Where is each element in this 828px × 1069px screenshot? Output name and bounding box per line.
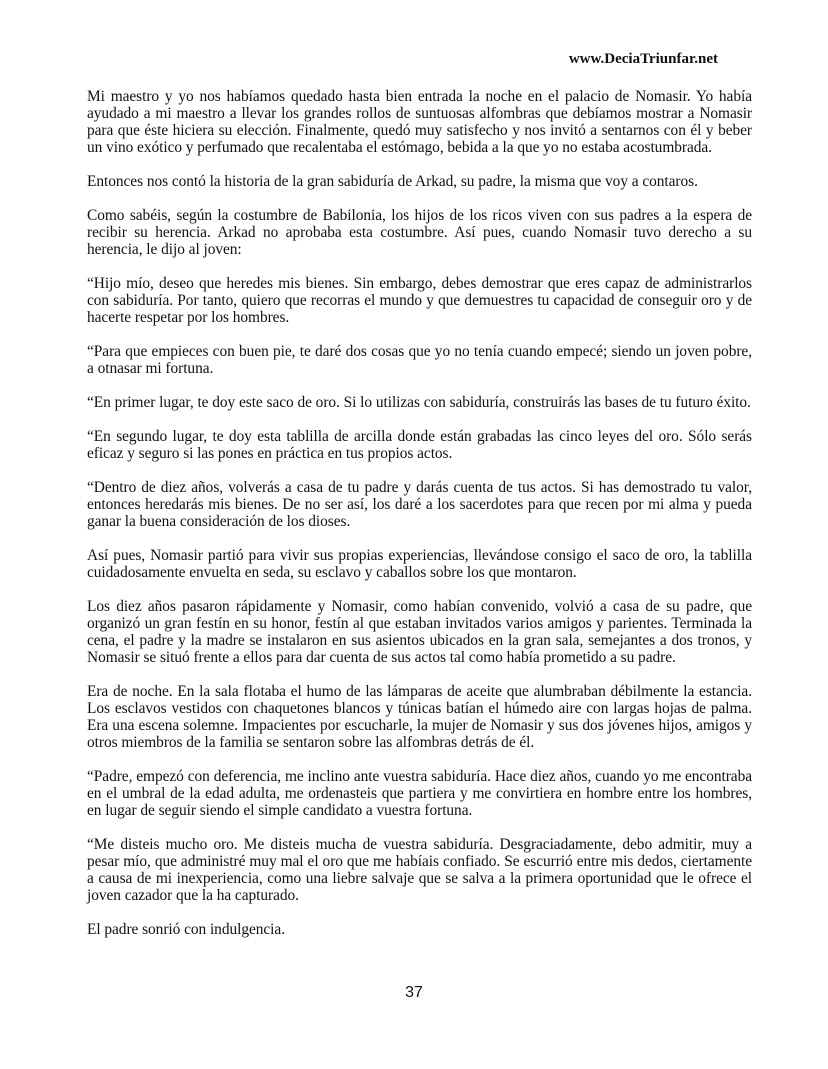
page-number: 37 — [405, 984, 423, 1001]
paragraph: “En segundo lugar, te doy esta tablilla de arcilla donde están grabadas las cinco leyes del oro. Sólo serás eficaz y seguro si las pones en práctica en tus propios actos. — [87, 428, 752, 462]
paragraph: “Padre, empezó con deferencia, me inclino ante vuestra sabiduría. Hace diez años, cuando yo me encontraba en el umbral de la edad adulta, me ordenasteis que partiera y me convirtiera en hombre entre los hombres, en lugar de seguir siendo el simple candidato a vuestra fortuna. — [87, 768, 752, 819]
paragraph: “Hijo mío, deseo que heredes mis bienes. Sin embargo, debes demostrar que eres capaz de administrarlos con sabiduría. Por tanto, quiero que recorras el mundo y que demuestres tu capacidad de conseguir oro y de hacerte respetar por los hombres. — [87, 275, 752, 326]
page-body — [87, 88, 752, 955]
paragraph: Como sabéis, según la costumbre de Babilonia, los hijos de los ricos viven con sus padres a la espera de recibir su herencia. Arkad no aprobaba esta costumbre. Así pues, cuando Nomasir tuvo derecho a su herencia, le dijo al joven: — [87, 207, 752, 258]
site-url: www.DeciaTriunfar.net — [568, 51, 718, 67]
paragraph: Era de noche. En la sala flotaba el humo de las lámparas de aceite que alumbraban débilmente la estancia. Los esclavos vestidos con chaquetones blancos y túnicas batían el húmedo aire con largas hojas de palma. Era una escena solemne. Impacientes por escucharle, la mujer de Nomasir y sus dos jóvenes hijos, amigos y otros miembros de la familia se sentaron sobre las alfombras detrás de él. — [87, 683, 752, 751]
paragraph: Los diez años pasaron rápidamente y Nomasir, como habían convenido, volvió a casa de su padre, que organizó un gran festín en su honor, festín al que estaban invitados varios amigos y parientes. Terminada la cena, el padre y la madre se instalaron en sus asientos ubicados en la gran sala, semejantes a dos tronos, y Nomasir se situó frente a ellos para dar cuenta de sus actos tal como había prometido a su padre. — [87, 598, 752, 666]
paragraph: Entonces nos contó la historia de la gran sabiduría de Arkad, su padre, la misma que voy a contaros. — [87, 173, 698, 190]
paragraph: “Me disteis mucho oro. Me disteis mucha de vuestra sabiduría. Desgraciadamente, debo admitir, muy a pesar mío, que administré muy mal el oro que me habíais confiado. Se escurrió entre mis dedos, ciertamente a causa de mi inexperiencia, como una liebre salvaje que se salva a la primera oportunidad que le ofrece el joven cazador que la ha capturado. — [87, 836, 752, 904]
paragraph: “En primer lugar, te doy este saco de oro. Si lo utilizas con sabiduría, construirás las bases de tu futuro éxito. — [87, 394, 751, 411]
paragraph: Así pues, Nomasir partió para vivir sus propias experiencias, llevándose consigo el saco de oro, la tablilla cuidadosamente envuelta en seda, su esclavo y caballos sobre los que montaron. — [87, 547, 752, 581]
paragraph: Mi maestro y yo nos habíamos quedado hasta bien entrada la noche en el palacio de Nomasir. Yo había ayudado a mi maestro a llevar los grandes rollos de suntuosas alfombras que debíamos mostrar a Nomasir para que éste hiciera su elección. Finalmente, quedó muy satisfecho y nos invitó a sentarnos con él y beber un vino exótico y perfumado que recalentaba el estómago, bebida a la que yo no estaba acostumbrada. — [87, 88, 752, 156]
paragraph: “Para que empieces con buen pie, te daré dos cosas que yo no tenía cuando empecé; siendo un joven pobre, a otnasar mi fortuna. — [87, 343, 752, 377]
paragraph: El padre sonrió con indulgencia. — [87, 921, 285, 938]
paragraph: “Dentro de diez años, volverás a casa de tu padre y darás cuenta de tus actos. Si has demostrado tu valor, entonces heredarás mis bienes. De no ser así, los daré a los sacerdotes para que recen por mi alma y pueda ganar la buena consideración de los dioses. — [87, 479, 752, 530]
